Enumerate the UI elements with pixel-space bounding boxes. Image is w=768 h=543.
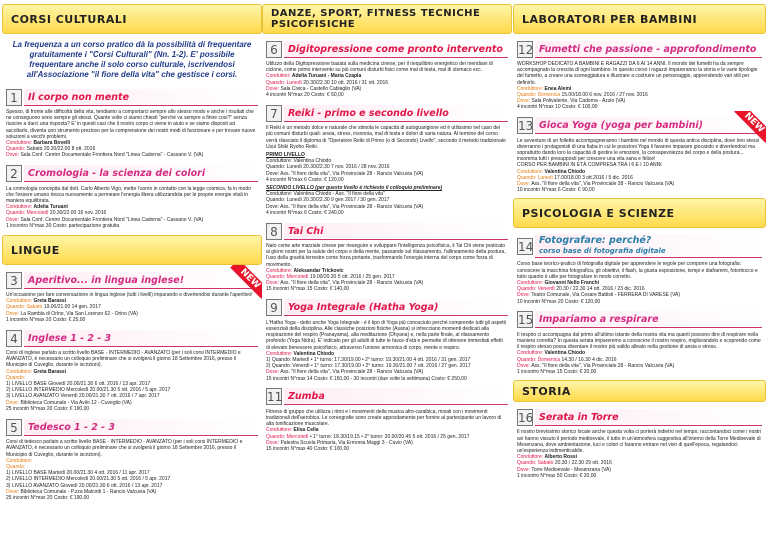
section-header-danze-sport: DANZE, SPORT, FITNESS TECNICHE PSICOFISICHE: [262, 4, 512, 34]
course-number: 11: [267, 390, 283, 405]
new-badge: NEW: [734, 111, 766, 143]
course-title: Gioca Yoga (yoga per bambini): [535, 117, 762, 134]
label-quando: Quando:: [6, 146, 26, 153]
label-dove: Dove:: [517, 466, 531, 473]
course-meta: 15 incontri N°max 15 Costo: € 140,00: [266, 286, 350, 293]
course-number: 9: [266, 299, 282, 316]
course-meta: 1 incontro N°max 15 Costo: € 20,00: [517, 369, 597, 376]
course-meta: 10 incontri N°max 6 Costo: € 90,00: [517, 187, 595, 194]
level-conduttore: Conduttore: Valentina Chiodo - Ass. "Il fiore della vita": [266, 191, 385, 198]
label-quando: Quando: Sabato: [517, 460, 554, 467]
course-title: Cromologia - la scienza dei colori: [24, 165, 258, 182]
quando-value: 15.00/18.00 6 nov. 2016 / 27 nov. 2016: [561, 92, 648, 99]
course-title: Il corpo non mente: [24, 89, 258, 106]
course-description: Un'occasione per fare conversazione in lingua inglese (tutti i livelli) imparando e divertendosi durante l'aperitivo!: [6, 292, 253, 299]
label-quando: Quando: Sabato: [6, 304, 43, 311]
label-quando: Quando: Domenica: [517, 356, 561, 363]
course-meta: 1 incontro N°max 50 Costo: € 20,00: [517, 472, 597, 479]
course-meta: 1 incontro N°max 30 Costo: partecipazione gratuita: [6, 222, 120, 229]
course-title: Fumetti che passione - approfondimento: [535, 41, 762, 58]
label-dove: Dove:: [266, 369, 280, 376]
schedule-row: 3) LIVELLO AVANZATO Giovedì 20.00/21.30 6 ott. 2016 / 13 apr. 2017: [6, 482, 163, 489]
label-conduttore: Conduttore:: [6, 298, 33, 305]
course-meta: 15 incontri N°max 40 Costo: € 100,00: [266, 445, 350, 452]
label-conduttore: Conduttore:: [6, 457, 33, 464]
intro-text: La frequenza a un corso pratico dà la possibilità di frequentare gratuitamente i "Corsi Culturali" (Nn. 1-2). E' possibile frequentare anche il solo corso culturale, iscrivendosi all'Associazione "il fiore della vita" che gestisce i corsi.: [12, 40, 252, 79]
course-11: [262, 387, 512, 452]
course-12: [513, 39, 766, 111]
label-quando: Quando: Venerdì: [517, 286, 555, 293]
conduttore-value: Barbara Bovelli: [33, 140, 71, 147]
level-conduttore: Conduttore: Valentina Chiodo: [266, 158, 332, 165]
dove-value: Sala Conf. Centro Documentale Frontiera Nord "Linea Cadorna" - Cassano V. (VA): [20, 152, 204, 159]
schedule-row: 2) LIVELLO INTERMEDIO Mercoledì 20.00/21.30 5 ott. 2016 / 5 apr. 2017: [6, 476, 171, 483]
conduttore-value: Alberto Rossi: [544, 454, 578, 461]
label-dove: Dove:: [6, 310, 20, 317]
new-badge: NEW: [230, 265, 262, 299]
label-quando: Quando: Mercoledì: [266, 274, 309, 281]
label-conduttore: Conduttore:: [6, 368, 33, 375]
dove-value: Ass. "Il fiore della vita", Via Provinciale 28 - Rancio Valcuvia (VA): [280, 369, 424, 376]
level-dove: Dove: Ass. "Il fiore della vita", Via Provinciale 28 - Rancio Valcuvia (VA): [266, 170, 424, 177]
dove-value: Biblioteca Comunale - P.zza Malcotti 1 - Rancio Valcuvia (VA): [20, 488, 157, 495]
schedule-row: 2) Quando: Venerdì • 1° turno: 17.30/19.00 • 2° turno: 19.30/21.00 7 ott. 2016 / 27 gen. 2017: [266, 363, 471, 370]
schedule-row: 1) LIVELLO BASE Giovedì 20.00/21.30 6 ott. 2016 / 13 apr. 2017: [6, 381, 151, 388]
course-description: WORKSHOP DEDICATO A BAMBINI E RAGAZZI DA 6 AI 14 ANNI. Il mondo dei fumetti ha da sempre accompagnato la crescita di ogni bambino. In questo corso i ragazzi impareranno la storia e le varie tipologie del fumetto, a creare una sceneggiatura e illustrare a costruire un personaggio, apprendendo vari stili per definirlo.: [517, 61, 758, 86]
course-title: Aperitivo... in lingua inglese!: [24, 272, 258, 289]
course-description: L'Hatha Yoga - detto anche Yoga Integrale - è il tipo di Yoga più conosciuto perché comprende tutti gli aspetti essenziali della disciplina. Alle classiche posizioni fisiche (Asana) si intrecciano momenti dedicati alla respirazione del respiro (Pranayama), alla meditazione (Dhyana) e, nella parte finale, al rilassamento profondo (Yoga Nidra). E' indicato per gli adulti di tutte le fasce d'età e permette di ottenere immediati effetti di elevato benessere psicofisico, attraverso l'unione armonica di corpo, mente e respiro.: [266, 319, 507, 351]
course-subtitle: corso base di fotografia digitale: [539, 247, 666, 256]
label-dove: Dove:: [517, 292, 531, 299]
course-1: [2, 87, 262, 159]
section-header-corsi-culturali: CORSI CULTURALI: [2, 4, 262, 34]
course-2: [2, 164, 262, 229]
course-13: [513, 111, 766, 194]
label-conduttore: Conduttore:: [266, 267, 293, 274]
course-title-main: Fotografare: perché?: [539, 235, 652, 247]
column-corsi-culturali: [2, 4, 262, 501]
course-number: 15: [518, 313, 534, 328]
course-9: [262, 298, 512, 382]
label-dove: Dove:: [266, 85, 280, 92]
quando-value: 14.30 / 16.30 4 dic. 2016: [561, 356, 617, 363]
label-dove: Dove:: [266, 439, 280, 446]
label-conduttore: Conduttore:: [517, 168, 544, 175]
schedule-row: 3) LIVELLO AVANZATO Venerdì 20.00/21.30 7 ott. 2016 / 7 apr. 2017: [6, 393, 160, 400]
course-number: 12: [518, 42, 534, 57]
label-quando: Quando:: [6, 374, 26, 381]
course-description: Le avventure di un folletto accompagneranno i bambini nel mondo di questa antica disciplina, dove loro stessi diverranno i protagonisti di una fiaba in cui le posizioni Yoga li faranno imparare giocando e divertendosi ma soprattutto dando loro la capacità di gestire le emozioni, la consapevolezza del corpo e della postura... insomma tutti i presupposti per crescere una vita sana e felice!: [517, 137, 760, 163]
quando-value: • 1° turno: 18.30/19.15 • 2° turno: 20.00/20.45 5 ott. 2016 / 25 gen. 2017: [309, 433, 470, 440]
quando-value: 17.00/18.00 3 ott.2016 / 5 dic. 2016: [554, 174, 633, 181]
label-conduttore: Conduttore:: [266, 350, 293, 357]
course-description: Fitness di gruppo che utilizza i ritmi e i movimenti della musica afro-caraibica, mixati con i movimenti tradizionali dell'aerobica. Le coreografie sono create appositamente per fornire al partecipante un lavoro di alta tonificazione muscolare.: [266, 408, 502, 428]
conduttore-value: Valentina Chiodo: [544, 168, 586, 175]
label-conduttore: Conduttore:: [517, 85, 544, 92]
course-description: Il nostro brevissimo storico locale anche questa volta ci porterà indietro nel tempo, raccontandoci come i nostri avi hanno vissuto il periodo medioevale, il tutto in un'atmosfera suggestiva all'interno della Torre Medioevale di Mesenzana, dove ambientazione, luci e colori ci faranno entrare nel vivo di quell'epoca, regalandoci un'esperienza indimenticabile.: [517, 429, 762, 454]
level-heading: PRIMO LIVELLO: [266, 152, 305, 159]
course-title: Tai Chi: [284, 223, 508, 240]
course-description: Nato come arte marziale cinese per rieseguire e sviluppare l'intelligenza psicofisica, il Tai Chi viene praticato ai giorni nostri per la salute del corpo e della mente, passando sul rilassamento, l'allineamento della postura, l'uso della gravità terrestre come forza portante, trasformando l'energia interna del corpo come forza di movimento.: [266, 243, 506, 268]
course-3: [2, 265, 262, 323]
dove-value: Sala Civica - Castello Cabiaglio (VA): [280, 85, 362, 92]
course-number: 5: [6, 419, 22, 436]
dove-value: Ass. "Il fiore della vita", Via Provinciale 28 - Rancio Valcuvia (VA): [280, 280, 424, 287]
course-title: Zumba: [284, 388, 508, 405]
dove-value: Palestra Scuola Primaria, Via Ermonia Maggi 3 - Cuvio (VA): [280, 439, 413, 446]
course-meta: 25 incontri N°max 20 Costo: € 190,00: [6, 494, 90, 501]
label-dove: Dove:: [6, 399, 20, 406]
level-meta: 4 incontri N°max 6 Costo: € 240,00: [266, 209, 344, 216]
conduttore-value: Greta Barassi: [33, 368, 67, 375]
course-description: Spesso, di fronte alle difficoltà della vita, tendiamo a comportarci sempre allo stesso modo e anche i risultati che ne conseguono sono sempre gli stessi. Quante volte ci siamo chiesti "perché va sempre a finire così?" senza riuscire a darci una risposta? E' in questi casi che il nostro corpo ci viene in aiuto e se siamo disposti ad ascoltarlo, diventa uno strumento prezioso per la comprensione dei nostri modi di funzionare e per trovare nuove soluzioni a vecchi problemi.: [6, 109, 256, 140]
course-meta: 4 incontri N°max 10 Costo: € 100,00: [517, 104, 598, 111]
label-dove: Dove:: [6, 152, 20, 159]
dove-value: Sala Conf. Centro Documentale Frontiera Nord "Linea Cadorna" - Cassano V. (VA): [20, 216, 204, 223]
level-meta: 4 incontri N°max 6 Costo: € 120,00: [266, 176, 344, 183]
schedule-row: 1) LIVELLO BASE Martedì 20.00/21.30 4 ott. 2016 / 11 apr. 2017: [6, 470, 150, 477]
label-conduttore: Conduttore:: [517, 350, 544, 357]
label-quando: Quando:: [6, 463, 26, 470]
dove-value: Sala Polivalente, Via Cadorna - Azzio (VA): [531, 98, 626, 105]
quando-value: 20.30 / 22.30 14 ott. 2016 / 23 dic. 2016: [556, 286, 645, 293]
course-number: 16: [518, 410, 534, 425]
section-header-lingue: LINGUE: [2, 235, 262, 265]
course-title: Impariamo a respirare: [535, 311, 762, 328]
course-age-range: CORSO PER BAMBINI IN ETÀ COMPRESA TRA I 6 E I 10 ANNI: [517, 162, 662, 169]
quando-value: 20.30/22.00 16 nov. 2016: [49, 210, 107, 217]
course-14: [513, 233, 766, 304]
dove-value: La Rambla di Orino, Via San Lorenzo 62 - Orino (VA): [20, 310, 138, 317]
conduttore-value: Valentina Chiodo: [544, 350, 586, 357]
conduttore-value: Giovanni Nello Franchi: [544, 280, 599, 287]
label-quando: Quando: Mercoledì: [6, 210, 49, 217]
label-dove: Dove:: [6, 216, 20, 223]
dove-value: Teatro Comunale, Via Cesare Battisti - FERRERA DI VARESE (VA): [531, 292, 681, 299]
course-8: [262, 221, 512, 293]
schedule-row: 1) Quando: Martedì • 1° turno: 17.30/19.00 • 2° turno: 19.30/21.00 4 ott. 2016 / 31 gen. 2017: [266, 356, 471, 363]
label-quando: Quando: Mercoledì: [266, 433, 309, 440]
course-meta: 25 incontri N°max 20 Costo: € 190,00: [6, 405, 90, 412]
label-quando: Quando: Lunedì: [266, 79, 302, 86]
conduttore-value: Elisa Cella: [293, 427, 319, 434]
quando-value: 19.00/20.30 5 ott. 2016 / 25 gen. 2017: [309, 274, 395, 281]
level-heading: SECONDO LIVELLO (per questo livello è richiesto il colloquio preliminare): [266, 185, 443, 192]
label-dove: Dove:: [517, 181, 531, 188]
course-number: 7: [266, 105, 282, 122]
course-description: La cromologia concepita dal dott. Carlo Alberto Vigo, mette l'uomo in contatto con la legge cosmica, fa in modo che l'essere umano riesca nuovamente a permeare l'energia libera utilizzandola per le proprie energie vitali in maniera equilibrata.: [6, 185, 251, 205]
quando-value: 20.30 / 22.30 29 ott. 2016: [554, 460, 612, 467]
dove-value: Ass. "Il fiore della vita", Via Provinciale 28 - Rancio Valcuvia (VA): [531, 181, 675, 188]
conduttore-value: Aleksandar Trickovic: [293, 267, 344, 274]
label-conduttore: Conduttore:: [6, 204, 33, 211]
column-laboratori-bambini: [513, 4, 766, 479]
course-title: Yoga Integrale (Hatha Yoga): [284, 299, 508, 316]
label-conduttore: Conduttori:: [266, 73, 291, 80]
conduttore-value: Adelia Turuani: [33, 204, 68, 211]
label-conduttore: Conduttore:: [517, 280, 544, 287]
label-quando: Quando: Domenica: [517, 92, 561, 99]
label-quando: Quando: Lunedì: [517, 174, 553, 181]
schedule-row: 2) LIVELLO INTERMEDIO Mercoledì 20.00/21.30 5 ott. 2016 / 5 apr. 2017: [6, 387, 171, 394]
level-quando: Quando: Lunedì 20.30/22.30 9 gen 2017 / 30 gen. 2017: [266, 197, 390, 204]
course-title: Tedesco 1 - 2 - 3: [24, 419, 258, 436]
course-title: Digitopressione come pronto intervento: [284, 41, 508, 58]
course-4: [2, 328, 262, 412]
course-number: 14: [518, 239, 534, 254]
course-description: Corsi di tedesco parlato a scritto livello BASE - INTERMEDIO - AVANZATO (per i soli corsi INTERMEDIO e AVANZATO, è necessario un colloquio preliminare che si svolgerà il giorno 18 Settembre 2016, presso il Municipio di Cuveglio, durante le iscrizioni).: [6, 439, 243, 458]
label-conduttore: Conduttore:: [6, 140, 33, 147]
course-6: [262, 39, 512, 98]
course-title: [535, 234, 762, 258]
course-description: Corsi di inglese parlato a scritto livello BASE - INTERMEDIO - AVANZATO (per i soli corsi INTERMEDIO e AVANZATO, è necessario un colloquio preliminare che si svolgerà il giorno 18 Settembre 2016, presso il Municipio di Cuveglio, durante le iscrizioni).: [6, 350, 241, 369]
course-number: 4: [6, 330, 22, 347]
conduttore-value: Greta Barassi: [33, 298, 67, 305]
course-number: 13: [518, 119, 534, 134]
course-15: [513, 310, 766, 375]
quando-value: Sabato 20.30/22.00 8 ott. 2016: [26, 146, 96, 153]
course-number: 1: [6, 89, 22, 106]
label-conduttore: Conduttore:: [266, 427, 293, 434]
dove-value: Biblioteca Comunale - Via Avilo 12 - Cuveglio (VA): [20, 399, 132, 406]
dove-value: Torre Medioevale - Mesenzana (VA): [531, 466, 612, 473]
section-header-psicologia: PSICOLOGIA E SCIENZE: [513, 198, 766, 228]
conduttore-value: Adelia Turuani - Maria Czapla: [291, 73, 362, 80]
course-7: [262, 103, 512, 216]
course-title: Inglese 1 - 2 - 3: [24, 330, 258, 347]
course-meta: 4 incontri N°max 20 Costo: € 60,00: [266, 92, 344, 99]
course-description: Utilizzo della Digitopressione basata sulla medicina cinese, per il riequilibrio energetico dei meridiani di ciclone, come primo intervento su più comuni disturbi fisici come mal di testa, mal di stomaco ecc.: [266, 61, 493, 74]
course-description: Corso base teorico-pratico di fotografia digitale per apprendere le regole per comporre una fotografia: conoscere la macchina fotografica, gli obiettivi, il flash, la giusta esposizione, tempi e diaframmi, fotoritocco e tutto quanto è utile per fotografare in modo corretto.: [517, 261, 758, 280]
course-meta: 1 incontro N°max 20 Costo: € 25,00: [6, 316, 86, 323]
course-title: Serata in Torre: [535, 409, 762, 426]
course-meta: 15 incontri N°max 14 Costo: € 150,00 - 30 incontri (due volte la settimana) Costo: € 250,00: [266, 375, 467, 382]
dove-value: Ass. "Il fiore della vita", Via Provinciale 28 - Rancio Valcuvia (VA): [531, 362, 675, 369]
course-number: 6: [266, 41, 282, 58]
course-description: Il Reiki è un metodo dolce e naturale che stimola le capacità di autoguarigione ed è utilissimo nel caso dei più comuni disturbi quali: ansia, stress, insonnia, mal di testa e dolori di varia natura. Al termine del corso verrà rilasciato il diploma di "Operatore Reiki di Primo (o di Secondo) Livello", secondo il metodo tradizionale Usui Shiki Ryoho Reiki.: [266, 125, 506, 150]
section-header-storia: STORIA: [513, 380, 766, 402]
section-header-laboratori: LABORATORI PER BAMBINI: [513, 4, 766, 34]
course-16: [513, 407, 766, 479]
course-5: [2, 417, 262, 501]
label-conduttore: Conduttore:: [517, 454, 544, 461]
course-number: 8: [266, 223, 282, 240]
quando-value: 19.00/21.00 14 gen. 2017: [43, 304, 101, 311]
label-dove: Dove:: [6, 488, 20, 495]
label-dove: Dove:: [517, 362, 531, 369]
course-number: 2: [6, 165, 22, 182]
label-dove: Dove:: [517, 98, 531, 105]
course-number: 3: [6, 272, 22, 289]
level-dove: Dove: Ass. "Il fiore della vita", Via Provinciale 28 - Rancio Valcuvia (VA): [266, 203, 424, 210]
course-description: Il respiro ci accompagna dal primo all'ultimo istante della nostra vita ma quanti possono dire di respirare nella maniera corretta? In questa serata impareremo a conoscere il nostro respiro, migliorandolo e scoprendo come il respiro stesso possa diventare il nostro più valido alleato nella gestione di ansia e stress.: [517, 331, 761, 351]
level-quando: Quando: Lunedì 20.30/22.30 7 nov. 2016 / 28 nov. 2016: [266, 164, 390, 171]
label-dove: Dove:: [266, 280, 280, 287]
course-title: Reiki - primo e secondo livello: [284, 105, 508, 122]
conduttore-value: Valentina Chiodo: [293, 350, 335, 357]
column-danze-sport: [262, 4, 512, 452]
conduttore-value: Enea Alemi: [544, 85, 572, 92]
course-meta: 10 incontri N°max 20 Costo: € 120,00: [517, 298, 601, 305]
quando-value: 20.30/22.30 10 ott. 2016 / 31 ott. 2016: [303, 79, 389, 86]
